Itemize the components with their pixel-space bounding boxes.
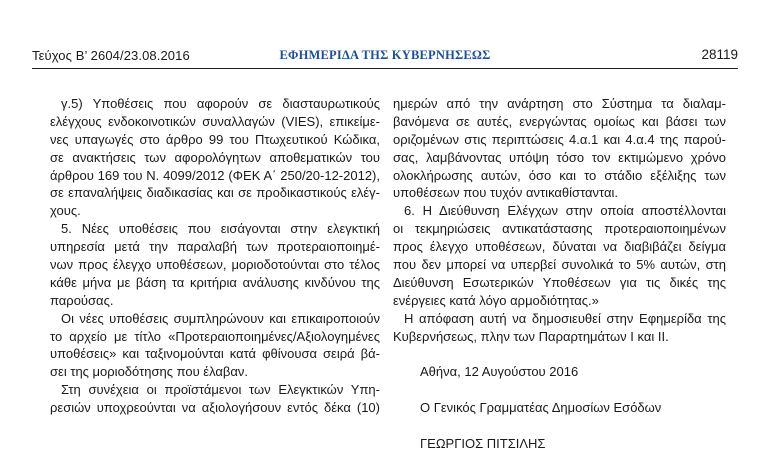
left-text-column <box>50 95 380 417</box>
text-line: σει της μοριοδότησης που έλαβαν. <box>50 364 249 380</box>
page-header <box>32 44 738 69</box>
text-line: ελέγχους ενδοκοινοτικών συναλλαγών (VIES), επικείμε- <box>50 113 380 129</box>
text-line: ρεσιών υποχρεούνται να αξιολογήσουν εντός δέκα (10) <box>50 400 380 416</box>
text-line <box>393 345 726 363</box>
text-line: προς έλεγχο υποθέσεων, δύναται να διαβιβάζει δείγμα <box>393 239 726 255</box>
text-line: κάθε μήνα με βάση τα κριτήρια ανάλυσης κινδύνου της <box>50 274 380 290</box>
text-line: 5. Νέες υποθέσεις που εισάγονται στην ελεγκτική <box>61 221 380 237</box>
text-line: οριζομένων στις περιπτώσεις 4.α.1 και 4.α.4 της παρού- <box>393 131 726 147</box>
text-line: σε επαναλήψεις διαδικασίας και σε προδικαστικούς ελέγ- <box>50 185 380 201</box>
text-line: γ.5) Υποθέσεις που αφορούν σε διασταυρωτικούς <box>61 96 380 111</box>
text-line: υποθέσεις» και ταξινομούνται κατά φθίνουσα σειρά βά- <box>50 346 380 362</box>
text-line: νων προς έλεγχο υποθέσεων, μοριοδοτούνται στο τέλος <box>50 257 380 273</box>
text-line: Ο Γενικός Γραμματέας Δημοσίων Εσόδων <box>420 400 662 416</box>
text-line: υποθέσεων που τυχόν αντικαθίστανται. <box>393 185 618 201</box>
text-line: Κυβερνήσεως, πλην των Παραρτημάτων I και II. <box>393 328 669 344</box>
text-line: οι τεκμηριώσεις αντικατάστασης προτεραιοποιημένων <box>393 221 726 237</box>
text-line: σας, λαμβάνοντας υπόψη τόσο τον εκτιμώμενο χρόνο <box>393 149 726 165</box>
text-line: ΓΕΩΡΓΙΟΣ ΠΙΤΣΙΛΗΣ <box>420 435 546 451</box>
text-line: υπηρεσία μετά την παραλαβή των προτεραιοποιημέ- <box>50 239 380 255</box>
text-line: Διεύθυνση Εσωτερικών Υποθέσεων για τις δικές της <box>393 274 726 290</box>
text-line: ημερών από την ανάρτηση στο Σύστημα τα διαλαμ- <box>393 96 726 111</box>
text-line: άρθρου 169 του Ν. 4099/2012 (ΦΕΚ Α΄ 250/20-12-2012), <box>50 167 380 183</box>
text-line: νες υπαγωγές στο άρθρο 99 του Πτωχευτικού Κώδικα, <box>50 131 380 147</box>
text-line: ενέργειες κατά λόγο αρμοδιότητας.» <box>393 292 599 308</box>
text-line: Οι νέες υποθέσεις συμπληρώνουν και επικαιροποιούν <box>61 310 380 326</box>
text-line: σε ανακτήσεις των αφορολόγητων αποθεματικών του <box>50 149 380 165</box>
gazette-title: ΕΦΗΜΕΡΙΔΑ ΤΗΣ ΚΥΒΕΡΝΗΣΕΩΣ <box>279 48 491 62</box>
text-line: παρούσας. <box>50 292 114 308</box>
text-line <box>393 417 726 435</box>
text-line: το αρχείο με τίτλο «Προτεραιοποιημένες/Αξιολογημένες <box>50 328 380 344</box>
text-line: 6. Η Διεύθυνση Ελέγχων στην οποία αποστέλλονται <box>404 203 726 219</box>
text-line: Στη συνέχεια οι προϊστάμενοι των Ελεγκτικών Υπη- <box>61 382 380 398</box>
text-line: ολοκλήρωσης αυτών, όσο και το στάδιο εξέλιξης των <box>393 167 726 183</box>
page-number: 28119 <box>701 47 738 62</box>
right-text-column <box>393 95 726 453</box>
text-line: χους. <box>50 203 81 219</box>
text-line <box>393 381 726 399</box>
text-line: βανόμενα σε αυτές, ενεργώντας ομοίως και βάσει των <box>393 113 726 129</box>
text-line: Αθήνα, 12 Αυγούστου 2016 <box>420 364 579 380</box>
text-line: Η απόφαση αυτή να δημοσιευθεί στην Εφημερίδα της <box>404 310 726 326</box>
issue-reference: Τεύχος Β’ 2604/23.08.2016 <box>32 48 190 63</box>
text-line: που δεν μπορεί να υπερβεί συνολικά το 5% αυτών, στη <box>393 257 726 273</box>
